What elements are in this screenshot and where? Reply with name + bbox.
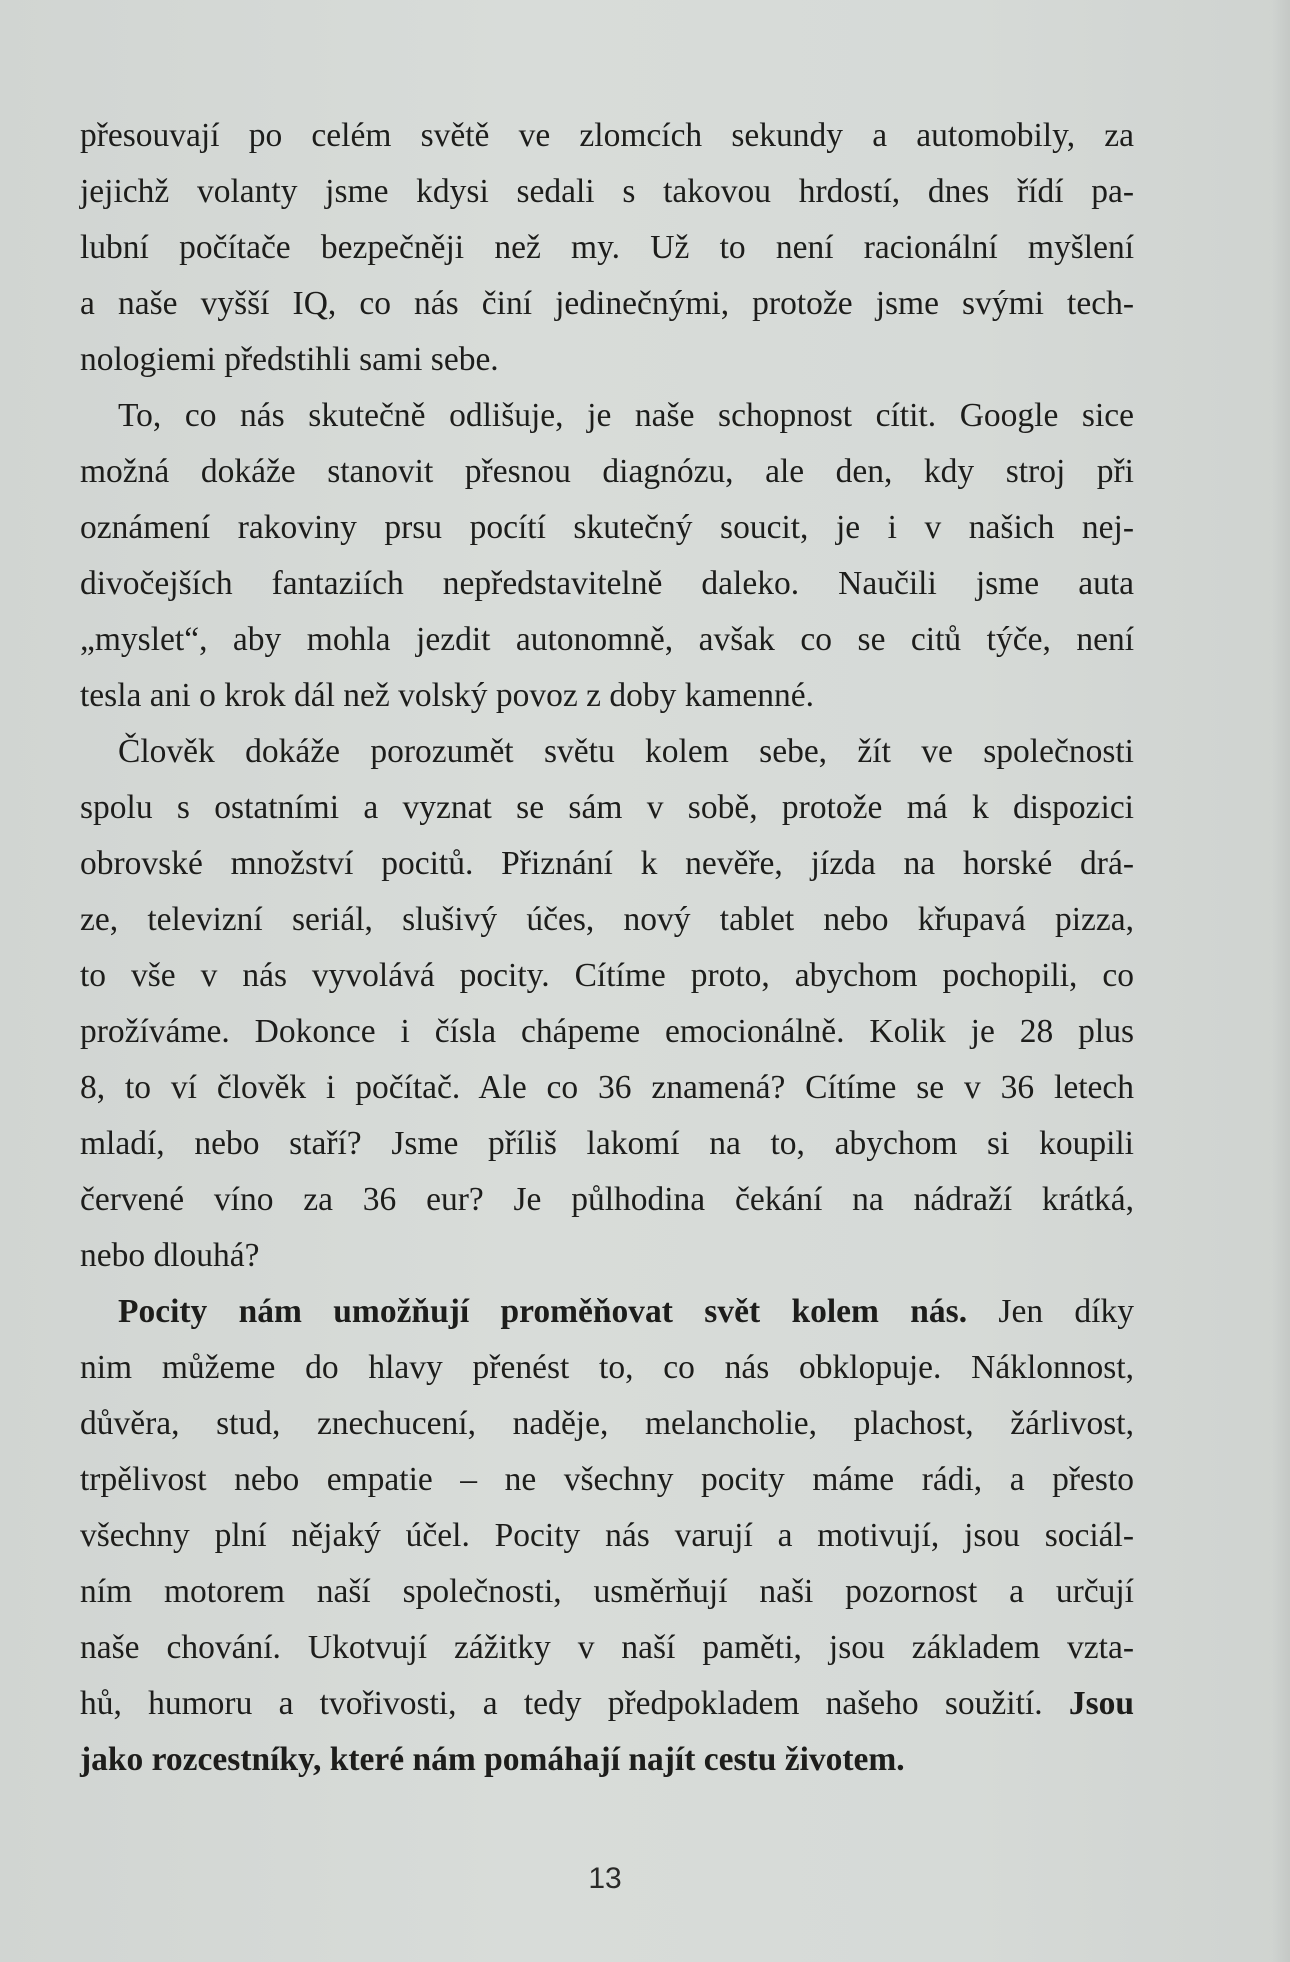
text-line xyxy=(80,1284,1134,1340)
body-text xyxy=(80,108,1134,1788)
bold-lead-sentence: Pocity nám umožňují proměňovat svět kolem nás. xyxy=(118,1293,968,1330)
text-line: „myslet“, aby mohla jezdit autonomně, avšak co se citů týče, není xyxy=(80,621,1134,658)
text-line: ním motorem naší společnosti, usměrňují naši pozornost a určují xyxy=(80,1573,1134,1610)
bold-closing-sentence-start: Jsou xyxy=(1068,1685,1134,1722)
text-run: Jen díky xyxy=(967,1293,1134,1330)
text-line: mladí, nebo staří? Jsme příliš lakomí na to, abychom si koupili xyxy=(80,1125,1134,1162)
text-line: To, co nás skutečně odlišuje, je naše schopnost cítit. Google sice xyxy=(118,397,1134,434)
text-line: obrovské množství pocitů. Přiznání k nevěře, jízda na horské drá- xyxy=(80,845,1134,882)
text-line: ze, televizní seriál, slušivý účes, nový tablet nebo křupavá pizza, xyxy=(80,901,1134,938)
text-line: důvěra, stud, znechucení, naděje, melancholie, plachost, žárlivost, xyxy=(80,1405,1134,1442)
text-line: prožíváme. Dokonce i čísla chápeme emocionálně. Kolik je 28 plus xyxy=(80,1013,1134,1050)
bold-closing-sentence: jako rozcestníky, které nám pomáhají najít cestu životem. xyxy=(80,1741,905,1778)
text-line: možná dokáže stanovit přesnou diagnózu, ale den, kdy stroj při xyxy=(80,453,1134,490)
text-line: lubní počítače bezpečněji než my. Už to není racionální myšlení xyxy=(80,229,1134,266)
text-line: Člověk dokáže porozumět světu kolem sebe, žít ve společnosti xyxy=(118,733,1134,770)
page-edge-shadow xyxy=(1272,0,1290,1962)
text-line: tesla ani o krok dál než volský povoz z doby kamenné. xyxy=(80,677,815,714)
text-line: oznámení rakoviny prsu pocítí skutečný soucit, je i v našich nej- xyxy=(80,509,1134,546)
text-line: všechny plní nějaký účel. Pocity nás varují a motivují, jsou sociál- xyxy=(80,1517,1134,1554)
text-line: spolu s ostatními a vyznat se sám v sobě, protože má k dispozici xyxy=(80,789,1134,826)
text-line: nim můžeme do hlavy přenést to, co nás obklopuje. Náklonnost, xyxy=(80,1349,1134,1386)
text-line: trpělivost nebo empatie – ne všechny pocity máme rádi, a přesto xyxy=(80,1461,1134,1498)
text-line: jejichž volanty jsme kdysi sedali s takovou hrdostí, dnes řídí pa- xyxy=(80,173,1134,210)
text-line: to vše v nás vyvolává pocity. Cítíme proto, abychom pochopili, co xyxy=(80,957,1134,994)
text-line: divočejších fantaziích nepředstavitelně daleko. Naučili jsme auta xyxy=(80,565,1134,602)
text-line: přesouvají po celém světě ve zlomcích sekundy a automobily, za xyxy=(80,117,1134,154)
text-line: nebo dlouhá? xyxy=(80,1237,260,1274)
text-run: hů, humoru a tvořivosti, a tedy předpokladem našeho soužití. xyxy=(80,1685,1069,1722)
text-line: červené víno za 36 eur? Je půlhodina čekání na nádraží krátká, xyxy=(80,1181,1134,1218)
text-line: nologiemi předstihli sami sebe. xyxy=(80,341,499,378)
page-number: 13 xyxy=(588,1862,622,1895)
text-line: 8, to ví člověk i počítač. Ale co 36 znamená? Cítíme se v 36 letech xyxy=(80,1069,1134,1106)
text-line: naše chování. Ukotvují zážitky v naší paměti, jsou základem vzta- xyxy=(80,1629,1134,1666)
text-line: a naše vyšší IQ, co nás činí jedinečnými, protože jsme svými tech- xyxy=(80,285,1134,322)
text-line xyxy=(80,1676,1134,1732)
